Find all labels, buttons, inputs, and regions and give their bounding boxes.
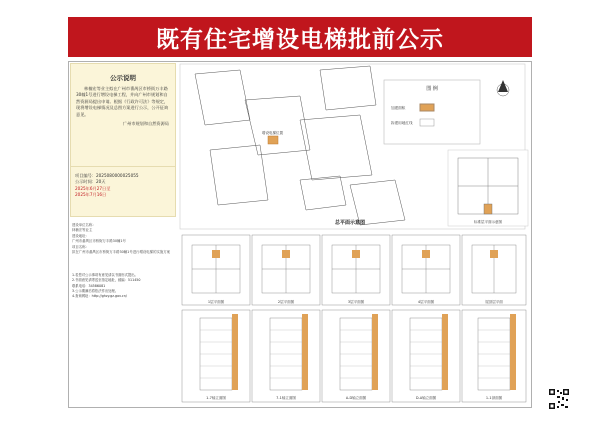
- period-label: 公示时间：: [75, 179, 96, 185]
- note-item: 1.若您对公示事项有意见请以书面形式提出。: [72, 273, 138, 277]
- project-no-label: 项目编号：: [75, 173, 96, 178]
- notice-heading: 公示说明: [110, 74, 136, 82]
- applicant-name: 林楠宏等业主: [72, 228, 93, 233]
- elev5-title: 1-1剖面图: [485, 396, 503, 400]
- elevator-addition: [268, 136, 278, 144]
- floor3-title: 3层平面图: [347, 300, 365, 304]
- note-item: 3.公示期满后将依法作出处理。: [72, 288, 119, 293]
- floor1-title: 1层平面图: [207, 300, 225, 304]
- elevator-label: 增设电梯位置: [262, 131, 283, 135]
- elev1-title: 1-7轴立面图: [206, 396, 226, 400]
- elev4-title: D-A轴立面图: [415, 396, 437, 400]
- elevator-shafts: [232, 314, 516, 390]
- address-value: 广州市番禺区市桥街万丰路30幢1号: [72, 239, 126, 244]
- legend-title: 图 例: [426, 86, 438, 92]
- period-days: 20天: [95, 179, 106, 185]
- addition-marks: [212, 250, 498, 258]
- period-start: 2025年6月27日至: [75, 185, 111, 191]
- floor2-title: 2层平面图: [277, 300, 295, 304]
- notice-issuer: 广州市规划和自然资源局: [122, 121, 169, 127]
- legend-item1: 加建面积: [391, 106, 406, 110]
- site-plan-title: 总平面示意图: [335, 220, 366, 226]
- elev2-title: 7-1轴立面图: [276, 396, 296, 400]
- note-item: 联系电话：34586081: [72, 283, 106, 288]
- banner-title: 既有住宅增设电梯批前公示: [68, 17, 532, 57]
- project-label: 项目名称：: [72, 244, 89, 249]
- legend-item2: 拆建用地红线: [391, 121, 413, 125]
- notice-body: 林楠宏等业主拟在广州市番禺区市桥街万丰路30幢1号进行增设电梯工程，并向广州市规划和自然资源局提出申请。根据《行政许可法》等规定，现将增设电梯情况及总图方案进行公示，公开征询意见。: [76, 86, 169, 117]
- address-label: 建设地址：: [72, 233, 89, 238]
- note-item: 4.查询网址：http://ghzy.gz.gov.cn/: [72, 294, 127, 299]
- period-end: 2025年7月16日: [75, 192, 107, 198]
- applicant-label: 建设单位名称：: [72, 223, 96, 227]
- project-no: 2025080000025055: [95, 173, 139, 178]
- qr-code-icon[interactable]: [548, 388, 570, 410]
- elev3-title: A-D轴立面图: [345, 396, 367, 400]
- roof-title: 屋顶层平面: [485, 300, 503, 304]
- note-item: 2.书面意见请寄送至指定地址，邮编：511450: [72, 278, 141, 283]
- elevation-floor-lines: [200, 330, 510, 378]
- floor4-title: 4层平面图: [417, 300, 435, 304]
- project-value: 拟在广州市番禺区市桥街万丰路30幢1号进行增设电梯的实施方案: [72, 250, 171, 255]
- floor-plans: [182, 235, 526, 305]
- section-plan-title: 标准层平面示意图: [474, 220, 502, 224]
